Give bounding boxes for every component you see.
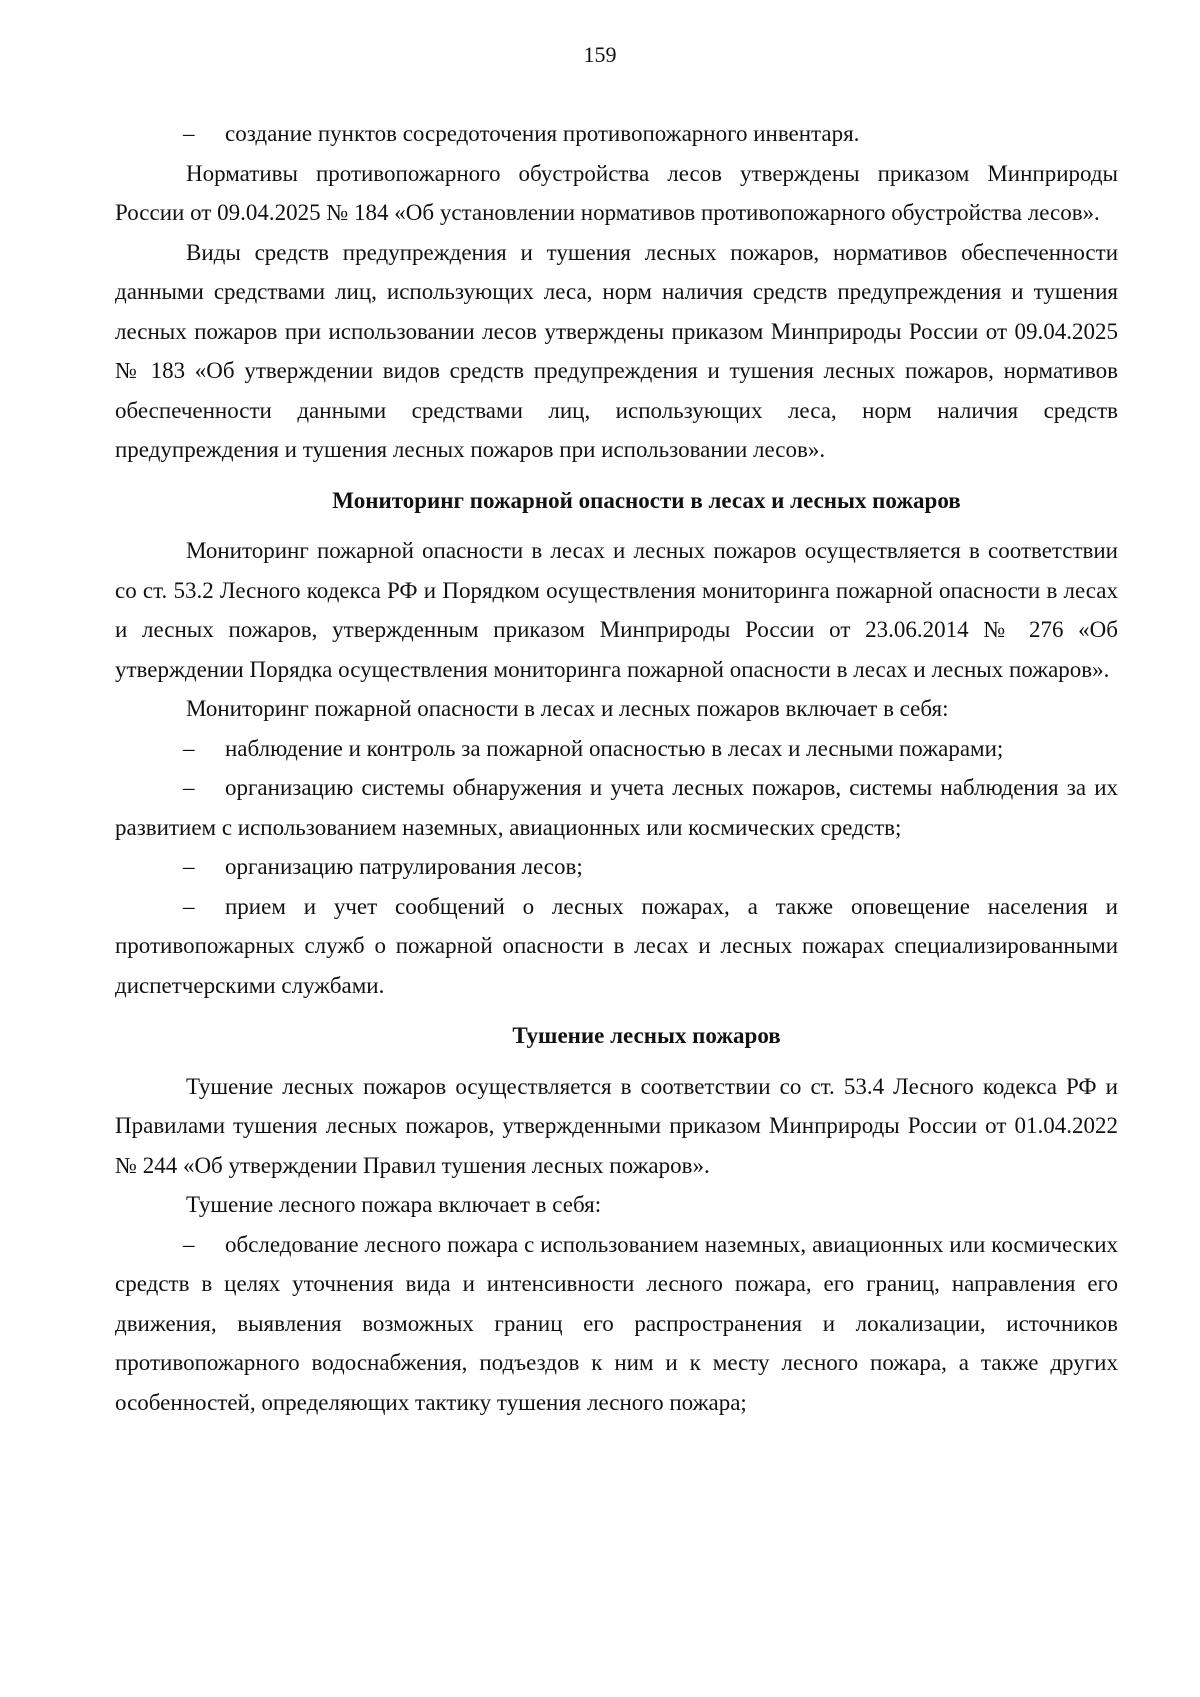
- section-heading: Мониторинг пожарной опасности в лесах и лесных пожаров: [332, 487, 961, 513]
- list-item-text: организацию патрулирования лесов;: [225, 854, 583, 879]
- dash-bullet: –: [183, 893, 195, 919]
- paragraph: Тушение лесных пожаров осуществляется в соответствии со ст. 53.4 Лесного кодекса РФ и Правилами тушения лесных пожаров, утвержденными приказом Минприроды России от 01.04.2022 № 244 «Об утверждении Правил тушения лесных пожаров».: [115, 1073, 1118, 1178]
- dash-bullet: –: [183, 121, 195, 146]
- list-item: [115, 1225, 1118, 1423]
- list-item-text: обследование лесного пожара с использованием наземных, авиационных или космических средств в целях уточнения вида и интенсивности лесного пожара, его границ, направления его движения, выявления возможных границ его распространения и локализации, источников противопожарного водоснабжения, подъездов к ним и к месту лесного пожара, а также других особенностей, определяющих тактику тушения лесного пожара;: [115, 1231, 1118, 1415]
- section-heading: Тушение лесных пожаров: [512, 1023, 781, 1048]
- dash-bullet: –: [183, 854, 195, 879]
- list-item: [115, 847, 1118, 887]
- paragraph: Нормативы противопожарного обустройства лесов утверждены приказом Минприроды России от 09.04.2025 № 184 «Об установлении нормативов противопожарного обустройства лесов».: [115, 160, 1118, 225]
- list-item-text: создание пунктов сосредоточения противопожарного инвентаря.: [225, 121, 860, 146]
- list-item: [115, 114, 1118, 154]
- dash-bullet: –: [183, 775, 195, 800]
- paragraph: Тушение лесного пожара включает в себя:: [186, 1192, 602, 1217]
- list-item-text: наблюдение и контроль за пожарной опасностью в лесах и лесными пожарами;: [225, 735, 1004, 761]
- page-number: 159: [583, 42, 617, 67]
- list-item: [115, 887, 1118, 1006]
- dash-bullet: –: [183, 735, 195, 761]
- dash-bullet: –: [183, 1231, 195, 1257]
- list-item-text: организацию системы обнаружения и учета лесных пожаров, системы наблюдения за их развитием с использованием наземных, авиационных или космических средств;: [115, 775, 1118, 840]
- page-body: [115, 114, 1118, 1422]
- list-item: [115, 768, 1118, 847]
- list-item: [115, 729, 1118, 769]
- paragraph: Мониторинг пожарной опасности в лесах и лесных пожаров осуществляется в соответствии со ст. 53.2 Лесного кодекса РФ и Порядком осуществления мониторинга пожарной опасности в лесах и лесных пожаров, утвержденным приказом Минприроды России от 23.06.2014 № 276 «Об утверждении Порядка осуществления мониторинга пожарной опасности в лесах и лесных пожаров».: [115, 538, 1118, 682]
- paragraph: Мониторинг пожарной опасности в лесах и лесных пожаров включает в себя:: [186, 696, 949, 721]
- paragraph: Виды средств предупреждения и тушения лесных пожаров, нормативов обеспеченности данными средствами лиц, использующих леса, норм наличия средств предупреждения и тушения лесных пожаров при использовании лесов утверждены приказом Минприроды России от 09.04.2025 № 183 «Об утверждении видов средств предупреждения и тушения лесных пожаров, нормативов обеспеченности данными средствами лиц, использующих леса, норм наличия средств предупреждения и тушения лесных пожаров при использовании лесов».: [115, 239, 1118, 462]
- list-item-text: прием и учет сообщений о лесных пожарах, а также оповещение населения и противопожарных служб о пожарной опасности в лесах и лесных пожарах специализированными диспетчерскими службами.: [115, 893, 1118, 998]
